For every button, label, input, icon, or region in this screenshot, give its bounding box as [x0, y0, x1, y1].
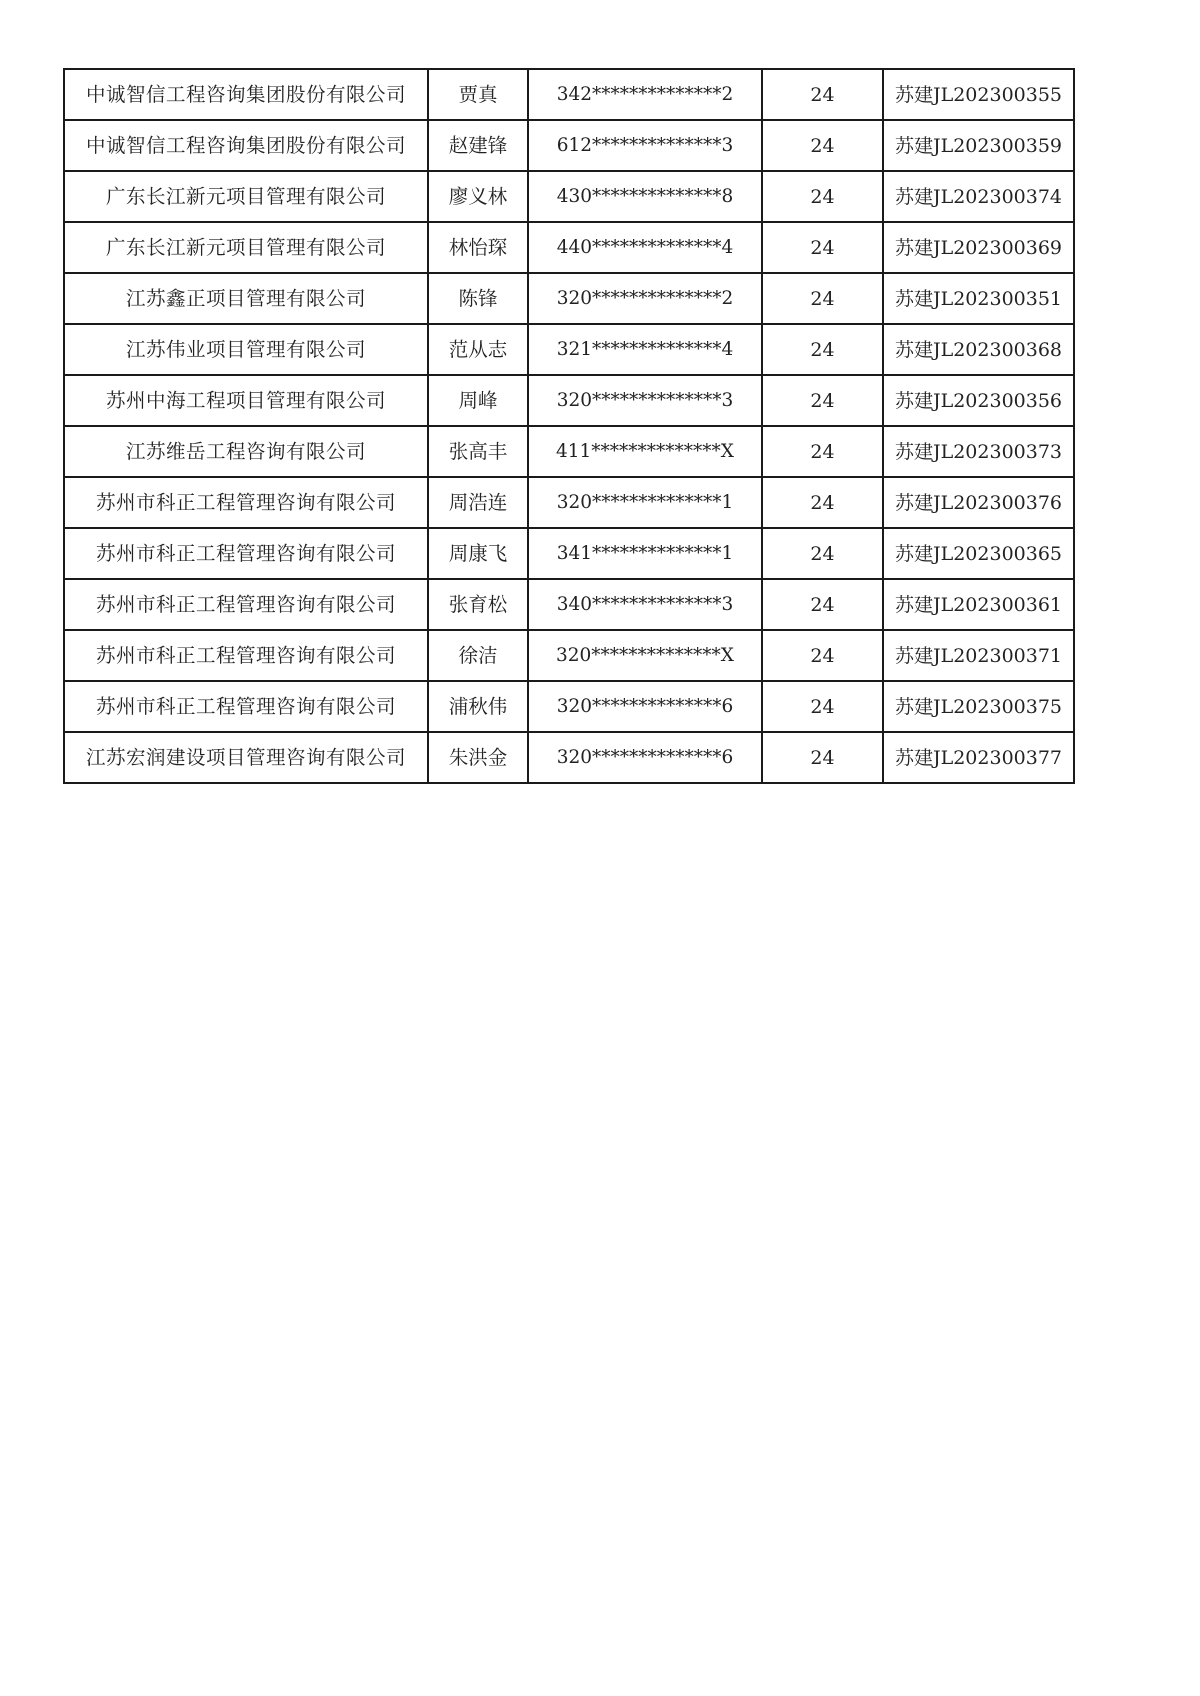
table-row: [64, 171, 1074, 222]
id-number-cell: 320**************6: [528, 681, 762, 732]
hours-cell: 24: [762, 273, 883, 324]
name-cell: 朱洪金: [428, 732, 528, 783]
company-cell: 中诚智信工程咨询集团股份有限公司: [64, 69, 428, 120]
table-row: [64, 120, 1074, 171]
certificate-number-cell: 苏建JL202300361: [883, 579, 1074, 630]
hours-cell: 24: [762, 375, 883, 426]
hours-cell: 24: [762, 528, 883, 579]
certificate-number-cell: 苏建JL202300356: [883, 375, 1074, 426]
hours-cell: 24: [762, 120, 883, 171]
certificate-number-cell: 苏建JL202300375: [883, 681, 1074, 732]
table-row: [64, 375, 1074, 426]
name-cell: 林怡琛: [428, 222, 528, 273]
certificate-number-cell: 苏建JL202300368: [883, 324, 1074, 375]
company-cell: 江苏维岳工程咨询有限公司: [64, 426, 428, 477]
personnel-table: [63, 68, 1075, 784]
table-row: [64, 732, 1074, 783]
id-number-cell: 321**************4: [528, 324, 762, 375]
id-number-cell: 320**************6: [528, 732, 762, 783]
company-cell: 中诚智信工程咨询集团股份有限公司: [64, 120, 428, 171]
table-row: [64, 630, 1074, 681]
name-cell: 浦秋伟: [428, 681, 528, 732]
name-cell: 张高丰: [428, 426, 528, 477]
table-row: [64, 324, 1074, 375]
id-number-cell: 341**************1: [528, 528, 762, 579]
company-cell: 广东长江新元项目管理有限公司: [64, 171, 428, 222]
hours-cell: 24: [762, 171, 883, 222]
table-row: [64, 222, 1074, 273]
table-row: [64, 273, 1074, 324]
hours-cell: 24: [762, 681, 883, 732]
certificate-number-cell: 苏建JL202300351: [883, 273, 1074, 324]
id-number-cell: 320**************3: [528, 375, 762, 426]
hours-cell: 24: [762, 426, 883, 477]
company-cell: 苏州中海工程项目管理有限公司: [64, 375, 428, 426]
id-number-cell: 342**************2: [528, 69, 762, 120]
name-cell: 范从志: [428, 324, 528, 375]
company-cell: 苏州市科正工程管理咨询有限公司: [64, 630, 428, 681]
name-cell: 周康飞: [428, 528, 528, 579]
name-cell: 贾真: [428, 69, 528, 120]
certificate-number-cell: 苏建JL202300374: [883, 171, 1074, 222]
certificate-number-cell: 苏建JL202300359: [883, 120, 1074, 171]
name-cell: 徐洁: [428, 630, 528, 681]
hours-cell: 24: [762, 222, 883, 273]
id-number-cell: 320**************X: [528, 630, 762, 681]
hours-cell: 24: [762, 477, 883, 528]
hours-cell: 24: [762, 579, 883, 630]
name-cell: 廖义林: [428, 171, 528, 222]
certificate-number-cell: 苏建JL202300373: [883, 426, 1074, 477]
certificate-number-cell: 苏建JL202300365: [883, 528, 1074, 579]
company-cell: 苏州市科正工程管理咨询有限公司: [64, 477, 428, 528]
company-cell: 广东长江新元项目管理有限公司: [64, 222, 428, 273]
id-number-cell: 440**************4: [528, 222, 762, 273]
company-cell: 苏州市科正工程管理咨询有限公司: [64, 579, 428, 630]
hours-cell: 24: [762, 630, 883, 681]
hours-cell: 24: [762, 69, 883, 120]
company-cell: 江苏鑫正项目管理有限公司: [64, 273, 428, 324]
name-cell: 赵建锋: [428, 120, 528, 171]
id-number-cell: 430**************8: [528, 171, 762, 222]
company-cell: 苏州市科正工程管理咨询有限公司: [64, 528, 428, 579]
name-cell: 张育松: [428, 579, 528, 630]
certificate-number-cell: 苏建JL202300377: [883, 732, 1074, 783]
table-row: [64, 426, 1074, 477]
certificate-number-cell: 苏建JL202300355: [883, 69, 1074, 120]
company-cell: 江苏宏润建设项目管理咨询有限公司: [64, 732, 428, 783]
hours-cell: 24: [762, 732, 883, 783]
table-row: [64, 528, 1074, 579]
id-number-cell: 612**************3: [528, 120, 762, 171]
id-number-cell: 320**************1: [528, 477, 762, 528]
id-number-cell: 340**************3: [528, 579, 762, 630]
company-cell: 苏州市科正工程管理咨询有限公司: [64, 681, 428, 732]
certificate-number-cell: 苏建JL202300371: [883, 630, 1074, 681]
certificate-number-cell: 苏建JL202300376: [883, 477, 1074, 528]
table-row: [64, 681, 1074, 732]
name-cell: 陈锋: [428, 273, 528, 324]
table-row: [64, 69, 1074, 120]
certificate-number-cell: 苏建JL202300369: [883, 222, 1074, 273]
id-number-cell: 411**************X: [528, 426, 762, 477]
id-number-cell: 320**************2: [528, 273, 762, 324]
name-cell: 周浩连: [428, 477, 528, 528]
name-cell: 周峰: [428, 375, 528, 426]
table-row: [64, 579, 1074, 630]
company-cell: 江苏伟业项目管理有限公司: [64, 324, 428, 375]
hours-cell: 24: [762, 324, 883, 375]
table-row: [64, 477, 1074, 528]
